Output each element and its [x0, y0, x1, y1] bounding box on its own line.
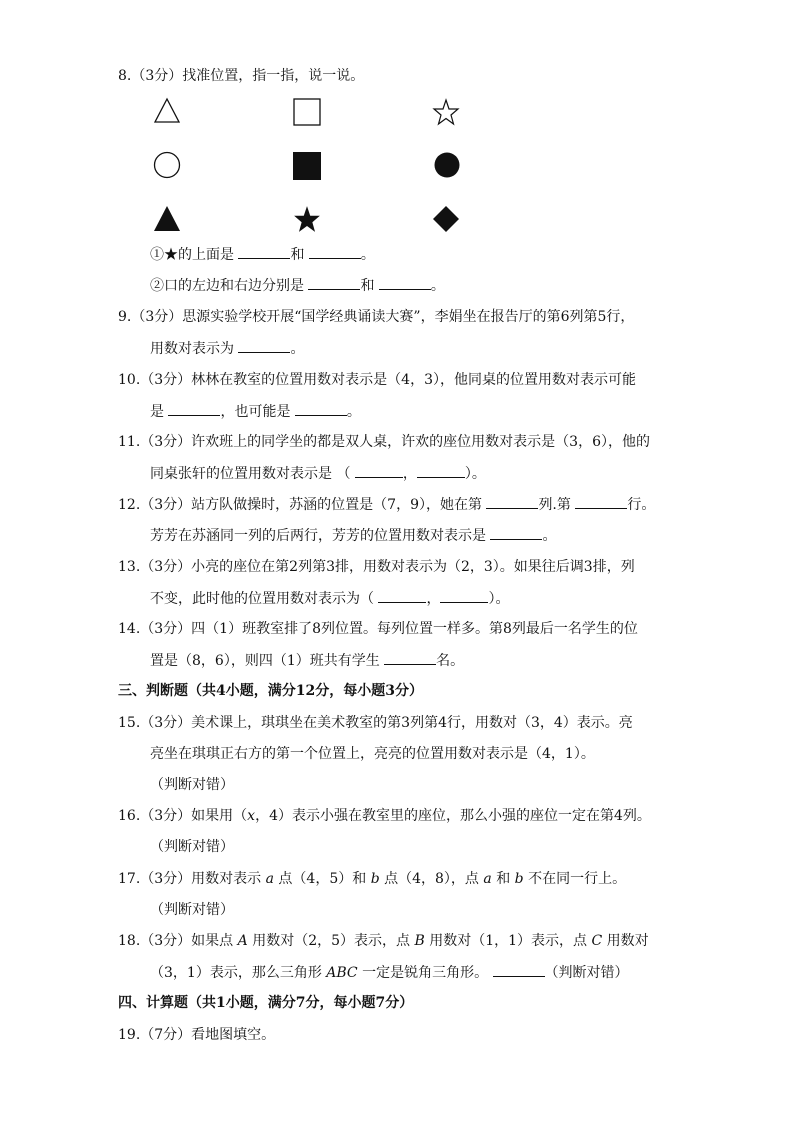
- answer-blank[interactable]: [486, 494, 538, 509]
- q14-line1: 14.（3分）四（1）班教室排了8列位置。每列位置一样多。第8列最后一名学生的位: [118, 621, 638, 637]
- answer-blank[interactable]: [490, 525, 542, 540]
- q16-line1: 16.（3分）如果用（x，4）表示小强在教室里的座位，那么小强的座位一定在第4列。: [118, 808, 651, 824]
- section-heading-judgement: 三、判断题（共4小题，满分12分，每小题3分）: [118, 683, 423, 699]
- q8-sub2: ②口的左边和右边分别是 和 。: [150, 275, 445, 296]
- diamond-filled-icon: [431, 204, 461, 234]
- q14-line2: 置是（8，6），则四（1）班共有学生 名。: [150, 650, 464, 671]
- answer-blank[interactable]: [378, 588, 426, 603]
- answer-blank[interactable]: [384, 650, 436, 665]
- circle-filled-icon: [432, 150, 462, 180]
- answer-blank[interactable]: [168, 401, 220, 416]
- answer-blank[interactable]: [355, 463, 403, 478]
- q13-line1: 13.（3分）小亮的座位在第2列第3排，用数对表示为（2，3）。如果往后调3排，列: [118, 559, 635, 575]
- triangle-filled-icon: [152, 204, 182, 234]
- q12-line2: 芳芳在苏涵同一列的后两行，芳芳的位置用数对表示是 。: [150, 525, 556, 546]
- q16-line2: （判断对错）: [150, 839, 234, 855]
- q18-line2: （3，1）表示，那么三角形 ABC 一定是锐角三角形。 （判断对错）: [150, 962, 629, 983]
- star-outline-icon: [432, 98, 460, 126]
- answer-blank[interactable]: [493, 962, 545, 977]
- square-outline-icon: [292, 97, 322, 127]
- q12-line1: 12.（3分）站方队做操时，苏涵的位置是（7，9），她在第 列.第 行。: [118, 494, 655, 515]
- answer-blank[interactable]: [238, 338, 290, 353]
- q8-stem: 8.（3分）找准位置，指一指，说一说。: [118, 68, 365, 84]
- q15-line3: （判断对错）: [150, 777, 234, 793]
- q17-line1: 17.（3分）用数对表示 a 点（4，5）和 b 点（4，8），点 a 和 b 不在同一行上。: [118, 871, 627, 887]
- q17-line2: （判断对错）: [150, 902, 234, 918]
- q19-stem: 19.（7分）看地图填空。: [118, 1027, 276, 1043]
- q9-line2: 用数对表示为 。: [150, 338, 304, 359]
- q9-line1: 9.（3分）思源实验学校开展“国学经典诵读大赛”，李娟坐在报告厅的第6列第5行，: [118, 309, 635, 325]
- q18-line1: 18.（3分）如果点 A 用数对（2，5）表示，点 B 用数对（1，1）表示，点 C 用数对: [118, 933, 649, 949]
- answer-blank[interactable]: [417, 463, 465, 478]
- answer-blank[interactable]: [379, 275, 431, 290]
- answer-blank[interactable]: [309, 244, 361, 259]
- square-filled-icon: [291, 150, 323, 182]
- circle-outline-icon: [152, 150, 182, 180]
- q10-line2: 是 ，也可能是 。: [150, 401, 361, 422]
- q11-line1: 11.（3分）许欢班上的同学坐的都是双人桌，许欢的座位用数对表示是（3，6），他的: [118, 434, 650, 450]
- q10-line1: 10.（3分）林林在教室的位置用数对表示是（4，3），他同桌的位置用数对表示可能: [118, 372, 636, 388]
- q15-line2: 亮坐在琪琪正右方的第一个位置上，亮亮的位置用数对表示是（4，1）。: [150, 746, 595, 762]
- q15-line1: 15.（3分）美术课上，琪琪坐在美术教室的第3列第4行，用数对（3，4）表示。亮: [118, 715, 633, 731]
- section-heading-calculation: 四、计算题（共1小题，满分7分，每小题7分）: [118, 995, 414, 1011]
- answer-blank[interactable]: [295, 401, 347, 416]
- answer-blank[interactable]: [238, 244, 290, 259]
- star-filled-icon: [292, 204, 322, 234]
- triangle-outline-icon: [153, 97, 181, 125]
- answer-blank[interactable]: [440, 588, 488, 603]
- q8-sub1: ①★的上面是 和 。: [150, 244, 375, 265]
- q11-line2: 同桌张轩的位置用数对表示是 （ ， ）。: [150, 463, 486, 484]
- q13-line2: 不变，此时他的位置用数对表示为（ ， ）。: [150, 588, 509, 609]
- answer-blank[interactable]: [575, 494, 627, 509]
- answer-blank[interactable]: [308, 275, 360, 290]
